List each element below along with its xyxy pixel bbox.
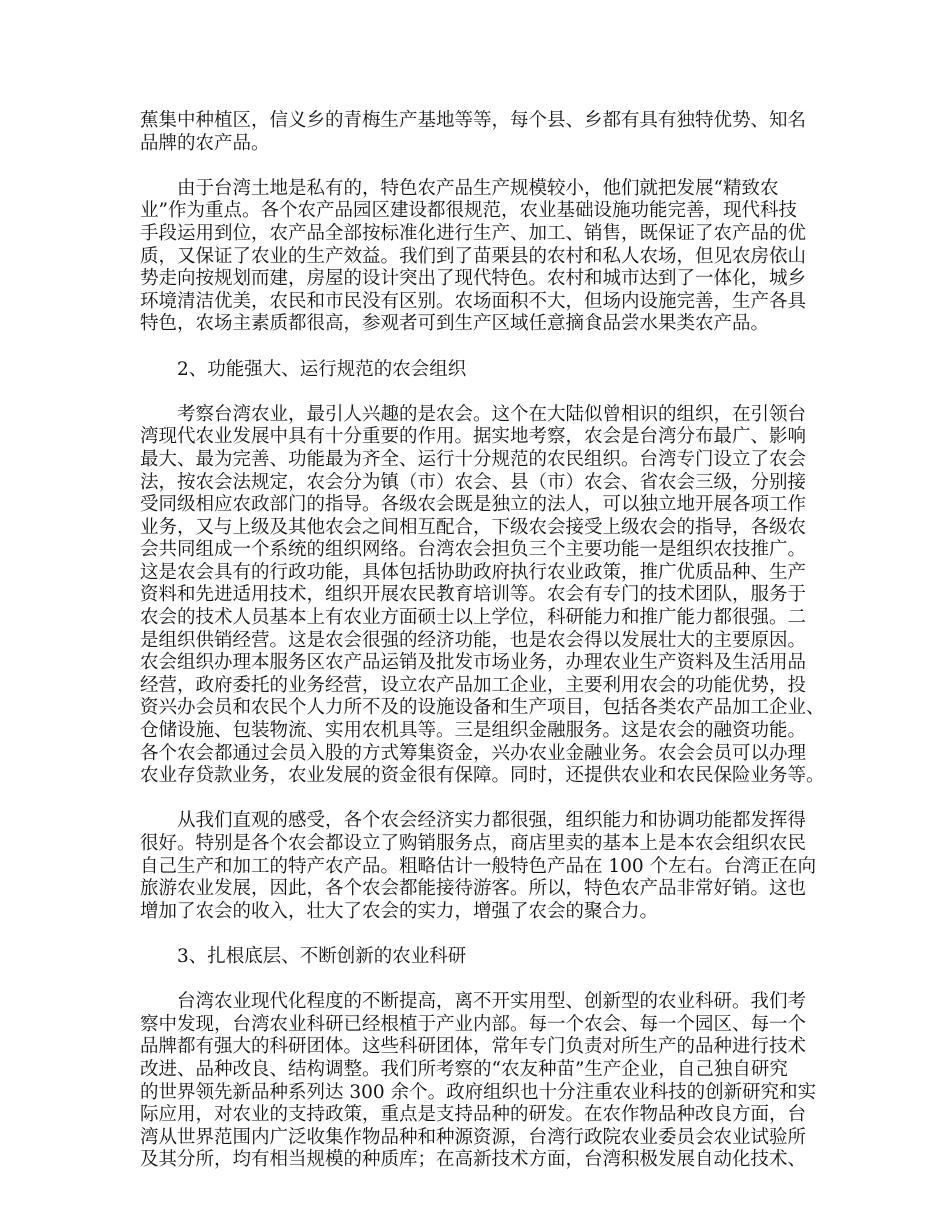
paragraph-gap: [140, 969, 824, 992]
paragraph-gap: [140, 381, 824, 404]
paragraph-line: 增加了农会的收入，壮大了农会的实力，增强了农会的聚合力。: [140, 900, 659, 922]
paragraph-line: 会共同组成一个系统的组织网络。台湾农会担负三个主要功能一是组织农技推广。: [140, 539, 807, 561]
paragraph-gap: [140, 336, 824, 359]
paragraph-line: 旅游农业发展，因此，各个农会都能接待游客。所以，特色农产品非常好销。这也: [140, 878, 807, 900]
paragraph-line: 业”作为重点。各个农产品园区建设都很规范，农业基础设施功能完善，现代科技: [140, 200, 797, 222]
paragraph-line: 特色，农场主素质都很高，参观者可到生产区域任意摘食品尝水果类农产品。: [140, 313, 770, 335]
paragraph-gap: [140, 788, 824, 811]
paragraph-gap: [140, 155, 824, 178]
paragraph-line: 手段运用到位，农产品全部按标准化进行生产、加工、销售，既保证了农产品的优: [140, 222, 807, 244]
paragraph-line: 农会的技术人员基本上有农业方面硕士以上学位，科研能力和推广能力都很强。二: [140, 607, 807, 629]
paragraph-line: 这是农会具有的行政功能，具体包括协助政府执行农业政策，推广优质品种、生产: [140, 561, 807, 583]
paragraph-line: 品牌的农产品。: [140, 132, 270, 154]
paragraph-line: 势走向按规划而建，房屋的设计突出了现代特色。农村和城市达到了一体化，城乡: [140, 268, 807, 290]
paragraph-line: 由于台湾土地是私有的，特色农产品生产规模较小，他们就把发展“精致农: [177, 177, 779, 199]
paragraph-line: 是组织供销经营。这是农会很强的经济功能，也是农会得以发展壮大的主要原因。: [140, 629, 807, 651]
paragraph-line: 蕉集中种植区，信义乡的青梅生产基地等等，每个县、乡都有具有独特优势、知名: [140, 110, 807, 131]
paragraph-line: 受同级相应农政部门的指导。各级农会既是独立的法人，可以独立地开展各项工作: [140, 494, 807, 516]
paragraph-line: 资料和先进适用技术，组织开展农民教育培训等。农会有专门的技术团队，服务于: [140, 584, 807, 606]
paragraph: [140, 178, 824, 336]
paragraph-line: 经营，政府委托的业务经营，设立农产品加工企业，主要利用农会的功能优势，投: [140, 674, 807, 696]
paragraph-line: 很好。特别是各个农会都设立了购销服务点，商店里卖的基本上是本农会组织农民: [140, 833, 807, 854]
paragraph-line: 的世界领先新品种系列达 300 余个。政府组织也十分注重农业科技的创新研究和实: [140, 1081, 817, 1103]
paragraph-line: 业务，又与上级及其他农会之间相互配合，下级农会接受上级农会的指导，各级农: [140, 516, 807, 538]
paragraph-line: 湾现代农业发展中具有十分重要的作用。据实地考察，农会是台湾分布最广、影响: [140, 426, 807, 448]
paragraph-line: 最大、最为完善、功能最为齐全、运行十分规范的农民组织。台湾专门设立了农会: [140, 448, 807, 470]
paragraph-line: 环境清洁优美，农民和市民没有区别。农场面积不大，但场内设施完善，生产各具: [140, 290, 807, 312]
section-heading: [140, 359, 824, 382]
paragraph-line: 农会组织办理本服务区农产品运销及批发市场业务，办理农业生产资料及生活用品: [140, 652, 807, 674]
paragraph-line: 湾从世界范围内广泛收集作物品种和种源资源，台湾行政院农业委员会农业试验所: [140, 1126, 807, 1148]
paragraph-line: 改进、品种改良、结构调整。我们所考察的“农友种苗”生产企业，自己独自研究: [140, 1058, 788, 1080]
section-heading: [140, 946, 824, 969]
paragraph-gap: [140, 923, 824, 946]
paragraph: [140, 991, 824, 1172]
paragraph: [140, 810, 824, 923]
paragraph-line: 法，按农会法规定，农会分为镇（市）农会、县（市）农会、省农会三级，分别接: [140, 471, 807, 493]
paragraph-line: 考察台湾农业，最引人兴趣的是农会。这个在大陆似曾相识的组织，在引领台: [177, 403, 807, 425]
paragraph-line: 察中发现，台湾农业科研已经根植于产业内部。每一个农会、每一个园区、每一个: [140, 1013, 807, 1035]
paragraph-line: 质，又保证了农业的生产效益。我们到了苗栗县的农村和私人农场，但见农房依山: [140, 245, 807, 267]
paragraph: [140, 404, 824, 788]
paragraph-line: 农业存贷款业务，农业发展的资金很有保障。同时，还提供农业和农民保险业务等。: [140, 765, 825, 787]
paragraph-line: 资兴办会员和农民个人力所不及的设施设备和生产项目，包括各类农产品加工企业、: [140, 697, 825, 719]
paragraph-line: 品牌都有强大的科研团体。这些科研团体，常年专门负责对所生产的品种进行技术: [140, 1036, 807, 1058]
paragraph-line: 各个农会都通过会员入股的方式筹集资金，兴办农业金融业务。农会会员可以办理: [140, 742, 807, 764]
heading-text: 3、扎根底层、不断创新的农业科研: [177, 945, 467, 967]
paragraph-line: 台湾农业现代化程度的不断提高，离不开实用型、创新型的农业科研。我们考: [177, 991, 807, 1013]
paragraph-line: 际应用，对农业的支持政策，重点是支持品种的研发。在农作物品种改良方面，台: [140, 1104, 807, 1126]
paragraph-line: 仓储设施、包装物流、实用农机具等。三是组织金融服务。这是农会的融资功能。: [140, 720, 807, 742]
paragraph-line: 自己生产和加工的特产农产品。粗略估计一般特色产品在 100 个左右。台湾正在向: [140, 855, 817, 877]
paragraph-line: 及其分所，均有相当规模的种质库；在高新技术方面，台湾积极发展自动化技术、: [140, 1149, 807, 1171]
heading-text: 2、功能强大、运行规范的农会组织: [177, 358, 467, 380]
document-page: [140, 110, 824, 1172]
paragraph: [140, 110, 824, 155]
paragraph-line: 从我们直观的感受，各个农会经济实力都很强，组织能力和协调功能都发挥得: [177, 810, 807, 832]
